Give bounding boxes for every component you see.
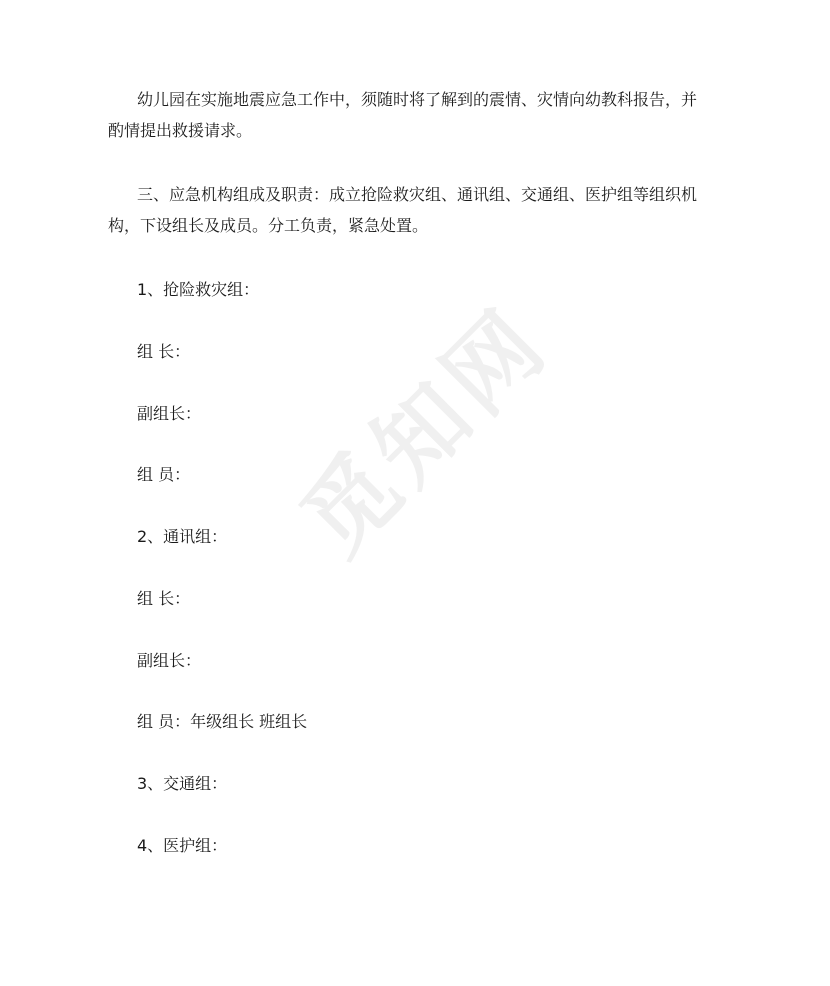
section-medical-group: 4、医护组： — [137, 836, 228, 855]
rescue-group-deputy-leader: 副组长： — [137, 404, 202, 423]
section-rescue-group: 1、抢险救灾组： — [137, 280, 260, 299]
rescue-group-leader: 组 长： — [137, 342, 191, 361]
rescue-group-members: 组 员： — [137, 465, 191, 484]
communication-group-leader: 组 长： — [137, 589, 191, 608]
section-traffic-group: 3、交通组： — [137, 774, 228, 793]
paragraph-emergency-organization: 三、应急机构组成及职责：成立抢险救灾组、通讯组、交通组、医护组等组织机构，下设组长及成员。分工负责，紧急处置。 — [108, 185, 698, 235]
watermark: 觅知网 — [281, 287, 570, 576]
section-communication-group: 2、通讯组： — [137, 527, 228, 546]
communication-group-deputy-leader: 副组长： — [137, 651, 202, 670]
paragraph-earthquake-report: 幼儿园在实施地震应急工作中，须随时将了解到的震情、灾情向幼教科报告，并酌情提出救援请求。 — [108, 90, 698, 140]
communication-group-members: 组 员：年级组长 班组长 — [137, 712, 308, 731]
